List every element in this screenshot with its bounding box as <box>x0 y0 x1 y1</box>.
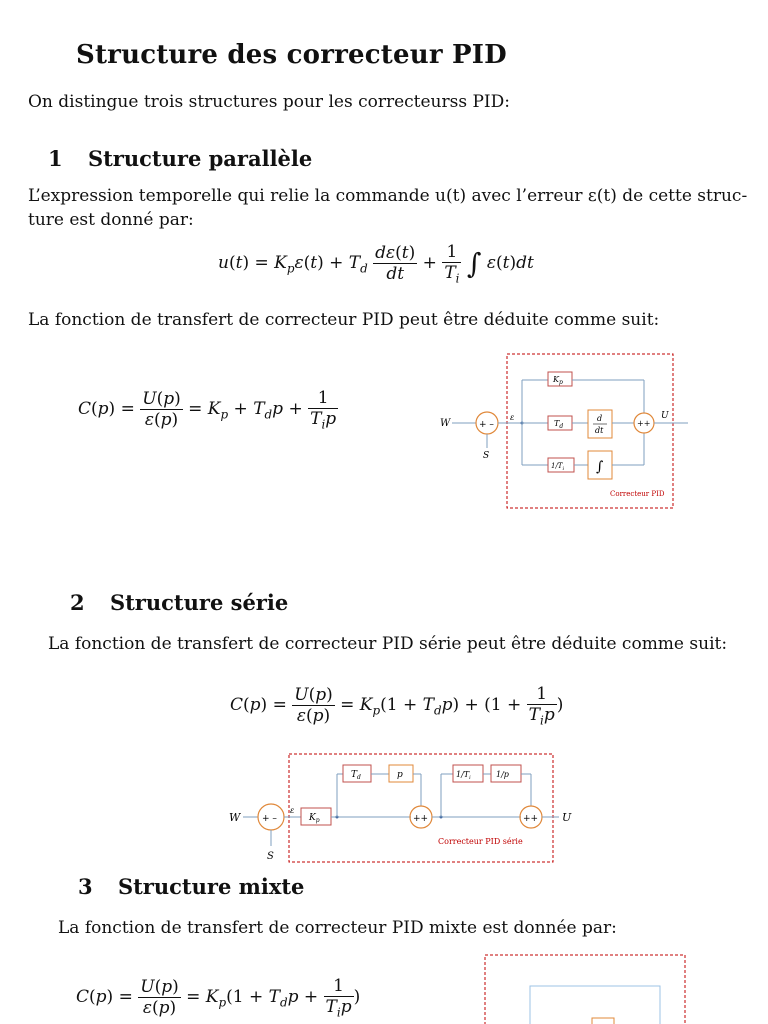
fraction-integral-gain: $\frac{1}{T_i}$ <box>444 242 460 286</box>
svg-text:1/Ti: $1/T_i$ <box>551 462 565 472</box>
svg-text:Kp: $K_p$ <box>309 813 320 824</box>
section-2-number: 2 <box>70 590 85 615</box>
pid-mixte-box <box>485 955 685 1024</box>
svg-text:p: p <box>397 770 403 780</box>
section-1-number: 1 <box>48 146 63 171</box>
svg-text:ε: ε <box>290 806 295 815</box>
svg-text:W: W <box>229 811 241 824</box>
svg-text:d: d <box>597 414 603 423</box>
section-3-number: 3 <box>78 874 93 899</box>
svg-text:Kp: $K_p$ <box>553 375 563 386</box>
section-1-para-line2: ture est donné par: <box>28 210 194 230</box>
series-diagram-caption: Correcteur PID série <box>438 837 523 846</box>
series-pid-diagram <box>225 748 585 868</box>
section-2-heading <box>70 590 288 615</box>
section-2-para: La fonction de transfert de correcteur PID série peut être déduite comme suit: <box>48 634 728 654</box>
equation-mixte-transfer: C(p) = $\frac{U(p)}{\varepsilon(p)}$ = $K_p(1 + T_dp$ + $\frac{1}{T_ip}$ ) <box>76 976 361 1020</box>
section-3-para: La fonction de transfert de correcteur PID mixte est donnée par: <box>58 918 617 938</box>
label-w: W <box>440 418 451 429</box>
intro-text: On distingue trois structures pour les correcteurss PID: <box>28 92 510 112</box>
fraction-derivative: $\frac{d\varepsilon(t)}{dt}$ <box>375 243 416 285</box>
svg-text:++: ++ <box>523 814 539 824</box>
svg-text:∫: ∫ <box>596 459 604 475</box>
equation-series-transfer: C(p) = $\frac{U(p)}{\varepsilon(p)}$ = $K_p(1 + T_dp) + (1$ + $\frac{1}{T_ip}$ ) <box>230 684 564 728</box>
section-1-title: Structure parallèle <box>87 146 313 171</box>
label-s: S <box>483 451 490 461</box>
parallel-diagram-caption: Correcteur PID <box>610 490 665 498</box>
section-3-heading <box>78 874 304 899</box>
svg-text:Td: $T_d$ <box>351 770 361 781</box>
section-2-title: Structure série <box>109 590 289 615</box>
summer-signs: + – <box>479 420 494 430</box>
section-3-title: Structure mixte <box>117 874 305 899</box>
equation-parallel-transfer: C(p) = $\frac{U(p)}{\varepsilon(p)}$ = $K_p + T_dp$ + $\frac{1}{T_ip}$ <box>78 388 337 432</box>
svg-text:dt: dt <box>595 426 604 435</box>
svg-text:1/Ti: $1/T_i$ <box>456 770 471 781</box>
svg-text:++: ++ <box>413 814 429 824</box>
svg-text:1/p: 1/p <box>496 770 509 779</box>
svg-text:+ –: + – <box>262 814 277 824</box>
mixte-pid-diagram <box>480 952 690 1024</box>
section-1-para-line1: L’expression temporelle qui relie la commande u(t) avec l’erreur ε(t) de cette struc- <box>28 186 748 206</box>
block-mixte <box>592 1018 614 1024</box>
svg-text:++: ++ <box>637 419 651 428</box>
label-epsilon: ε <box>510 413 515 422</box>
section-1-para2: La fonction de transfert de correcteur PID peut être déduite comme suit: <box>28 310 660 330</box>
svg-text:S: S <box>267 851 274 862</box>
svg-text:U: U <box>562 811 572 824</box>
parallel-pid-diagram <box>430 350 700 515</box>
page-title: Structure des correcteur PID <box>76 40 507 70</box>
equation-parallel-time: $u(t) = K_p\varepsilon(t) + T_d$ $\frac{d\varepsilon(t)}{dt}$ + $\frac{1}{T_i}$ ∫ ε(t)dt <box>218 242 534 286</box>
label-u: U <box>661 411 669 421</box>
section-1-heading <box>48 146 312 171</box>
svg-text:Td: $T_d$ <box>554 419 564 430</box>
